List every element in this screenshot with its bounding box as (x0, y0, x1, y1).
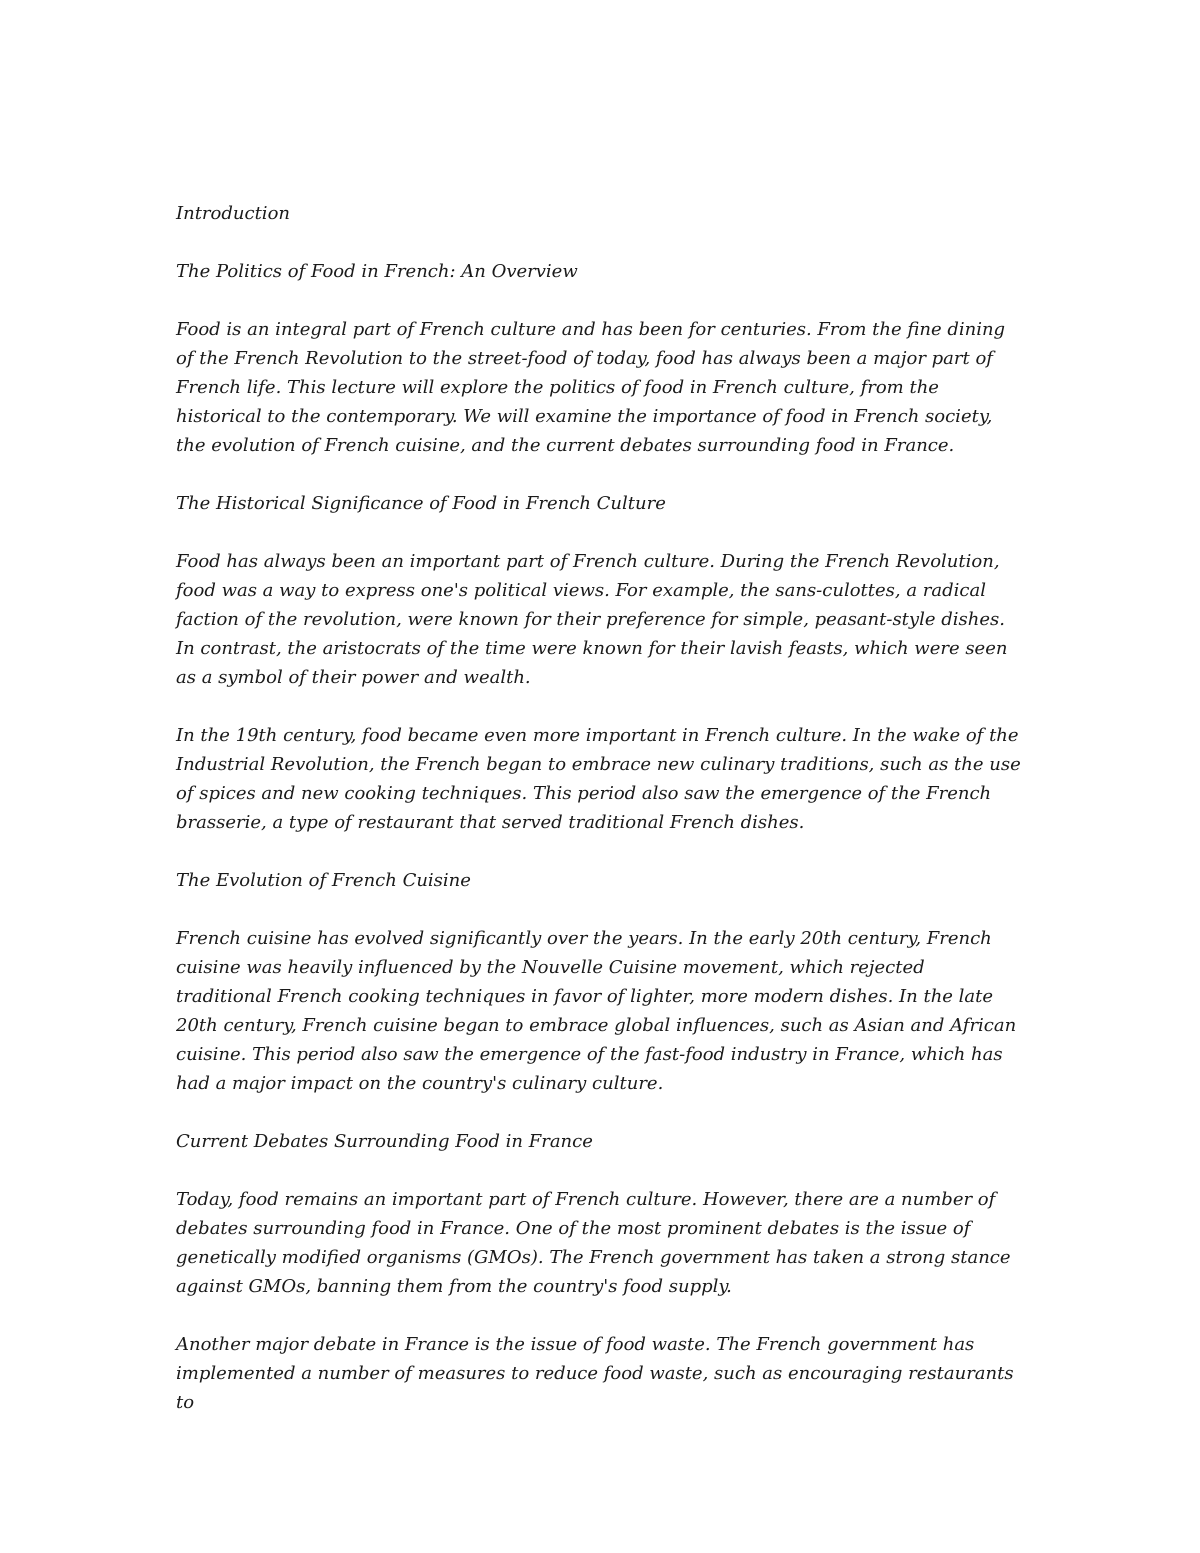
paragraph-food-waste: Another major debate in France is the issue of food waste. The French government has implemented a number of measures to reduce food waste, such as encouraging restaurants to (176, 1334, 1014, 1413)
paragraph-evolution: French cuisine has evolved significantly over the years. In the early 20th century, French cuisine was heavily influenced by the Nouvelle Cuisine movement, which rejected traditional French cooking techniques in favor of lighter, more modern dishes. In the late 20th century, French cuisine began to embrace global influences, such as Asian and African cuisine. This period also saw the emergence of the fast-food industry in France, which has had a major impact on the country's culinary culture. (176, 928, 1017, 1094)
paragraph-french-revolution: Food has always been an important part of French culture. During the French Revolution, food was a way to express one's political views. For example, the sans-culottes, a radical faction of the revolution, were known for their preference for simple, peasant-style dishes. In contrast, the aristocrats of the time were known for their lavish feasts, which were seen as a symbol of their power and wealth. (176, 551, 1008, 688)
section-heading-evolution: The Evolution of French Cuisine (176, 870, 471, 891)
document-body (176, 199, 1026, 1417)
section-heading-introduction: Introduction (176, 203, 290, 224)
section-heading-overview: The Politics of Food in French: An Overview (176, 261, 578, 282)
section-heading-current-debates: Current Debates Surrounding Food in France (176, 1131, 593, 1152)
paragraph-gmos: Today, food remains an important part of French culture. However, there are a number of debates surrounding food in France. One of the most prominent debates is the issue of genetically modified organisms (GMOs). The French government has taken a strong stance against GMOs, banning them from the country's food supply. (176, 1189, 1011, 1297)
paragraph-overview: Food is an integral part of French culture and has been for centuries. From the fine dining of the French Revolution to the street-food of today, food has always been a major part of French life. This lecture will explore the politics of food in French culture, from the historical to the contemporary. We will examine the importance of food in French society, the evolution of French cuisine, and the current debates surrounding food in France. (176, 319, 1006, 456)
section-heading-historical-significance: The Historical Significance of Food in French Culture (176, 493, 666, 514)
paragraph-19th-century: In the 19th century, food became even more important in French culture. In the wake of the Industrial Revolution, the French began to embrace new culinary traditions, such as the use of spices and new cooking techniques. This period also saw the emergence of the French brasserie, a type of restaurant that served traditional French dishes. (176, 725, 1021, 833)
